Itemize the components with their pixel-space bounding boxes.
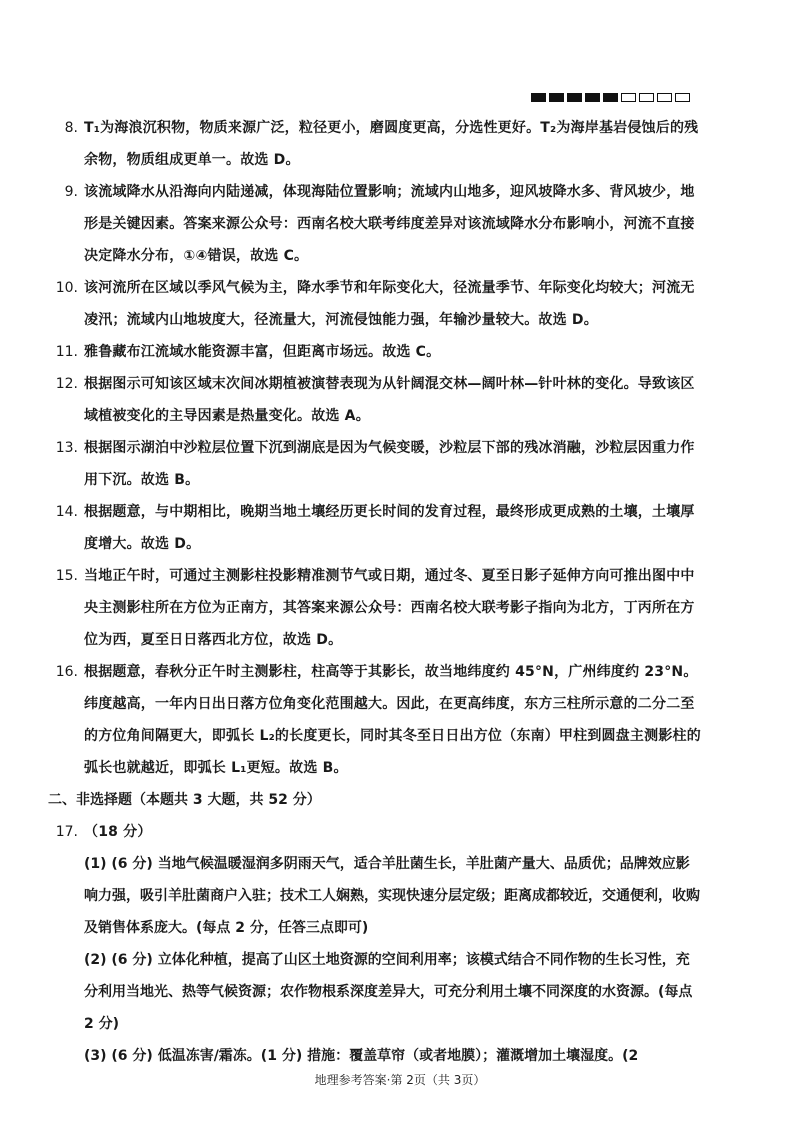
- item-text: 根据图示湖泊中沙粒层位置下沉到湖底是因为气候变暖，沙粒层下部的残冰消融，沙粒层因重力作用下沉。故选 B。: [84, 440, 695, 488]
- answer-item-8: [48, 112, 703, 176]
- item-number: 16.: [55, 664, 78, 680]
- progress-square-empty: [639, 93, 654, 102]
- item-number: 17.: [55, 824, 78, 840]
- item-number: 14.: [55, 504, 78, 520]
- question-17-part-1: (1) (6 分) 当地气候温暖湿润多阴雨天气，适合羊肚菌生长，羊肚菌产量大、品质优；品牌效应影响力强，吸引羊肚菌商户入驻；技术工人娴熟，实现快速分层定级；距离成都较近，交通便利，收购及销售体系庞大。(每点 2 分，任答三点即可): [84, 856, 700, 936]
- item-text: 当地正午时，可通过主测影柱投影精准测节气或日期，通过冬、夏至日影子延伸方向可推出图中中央主测影柱所在方位为正南方，其答案来源公众号：西南名校大联考影子指向为北方，丁丙所在方位为西，夏至日日落西北方位，故选 D。: [84, 568, 695, 648]
- item-text: 该流域降水从沿海向内陆递减，体现海陆位置影响；流域内山地多，迎风坡降水多、背风坡少，地形是关键因素。答案来源公众号：西南名校大联考纬度差异对该流域降水分布影响小，河流不直接决定降水分布，①④错误，故选 C。: [84, 184, 695, 264]
- item-number: 10.: [55, 280, 78, 296]
- section-heading: 二、非选择题（本题共 3 大题，共 52 分）: [48, 792, 321, 808]
- item-number: 9.: [64, 184, 78, 200]
- item-text: 根据图示可知该区域末次间冰期植被演替表现为从针阔混交林—阔叶林—针叶林的变化。导致该区域植被变化的主导因素是热量变化。故选 A。: [84, 376, 695, 424]
- progress-square-filled: [585, 93, 600, 102]
- question-17-heading: [48, 816, 703, 848]
- answer-item-9: [48, 176, 703, 272]
- question-17-part-2: (2) (6 分) 立体化种植，提高了山区土地资源的空间利用率；该模式结合不同作物的生长习性，充分利用当地光、热等气候资源；农作物根系深度差异大，可充分利用土壤不同深度的水资源。(每点 2 分): [84, 952, 693, 1032]
- item-text: 该河流所在区域以季风气候为主，降水季节和年际变化大，径流量季节、年际变化均较大；河流无凌汛；流域内山地坡度大，径流量大，河流侵蚀能力强，年输沙量较大。故选 D。: [84, 280, 695, 328]
- page-progress-squares: [531, 93, 690, 102]
- answer-item-16: [48, 656, 703, 784]
- item-number: 11.: [55, 344, 78, 360]
- answer-item-12: [48, 368, 703, 432]
- item-number: 15.: [55, 568, 78, 584]
- item-text: 雅鲁藏布江流域水能资源丰富，但距离市场远。故选 C。: [84, 344, 441, 360]
- item-number: 8.: [64, 120, 78, 136]
- item-text: 根据题意，春秋分正午时主测影柱，柱高等于其影长，故当地纬度约 45°N，广州纬度约 23°N。纬度越高，一年内日出日落方位角变化范围越大。因此，在更高纬度，东方三柱所示意的二分二至的方位角间隔更大，即弧长 L₂的长度更长，同时其冬至日日出方位（东南）甲柱到圆盘主测影柱的弧长也就越近，即弧长 L₁更短。故选 B。: [84, 664, 701, 776]
- question-17-part-3: (3) (6 分) 低温冻害/霜冻。(1 分) 措施：覆盖草帘（或者地膜）；灌溉增加土壤湿度。(2: [84, 1048, 639, 1064]
- progress-square-filled: [531, 93, 546, 102]
- progress-square-filled: [567, 93, 582, 102]
- progress-square-filled: [549, 93, 564, 102]
- item-number: 12.: [55, 376, 78, 392]
- item-text: （18 分）: [84, 824, 152, 840]
- progress-square-empty: [675, 93, 690, 102]
- item-text: 根据题意，与中期相比，晚期当地土壤经历更长时间的发育过程，最终形成更成熟的土壤，土壤厚度增大。故选 D。: [84, 504, 695, 552]
- progress-square-filled: [603, 93, 618, 102]
- progress-square-empty: [657, 93, 672, 102]
- page-footer: 地理参考答案·第 2页（共 3页）: [314, 1073, 486, 1087]
- answer-item-10: [48, 272, 703, 336]
- progress-square-empty: [621, 93, 636, 102]
- answer-content: [48, 112, 703, 1072]
- item-number: 13.: [55, 440, 78, 456]
- answer-item-15: [48, 560, 703, 656]
- answer-item-13: [48, 432, 703, 496]
- answer-item-11: [48, 336, 703, 368]
- answer-item-14: [48, 496, 703, 560]
- item-text: T₁为海浪沉积物，物质来源广泛，粒径更小，磨圆度更高，分选性更好。T₂为海岸基岩侵蚀后的残余物，物质组成更单一。故选 D。: [84, 120, 699, 168]
